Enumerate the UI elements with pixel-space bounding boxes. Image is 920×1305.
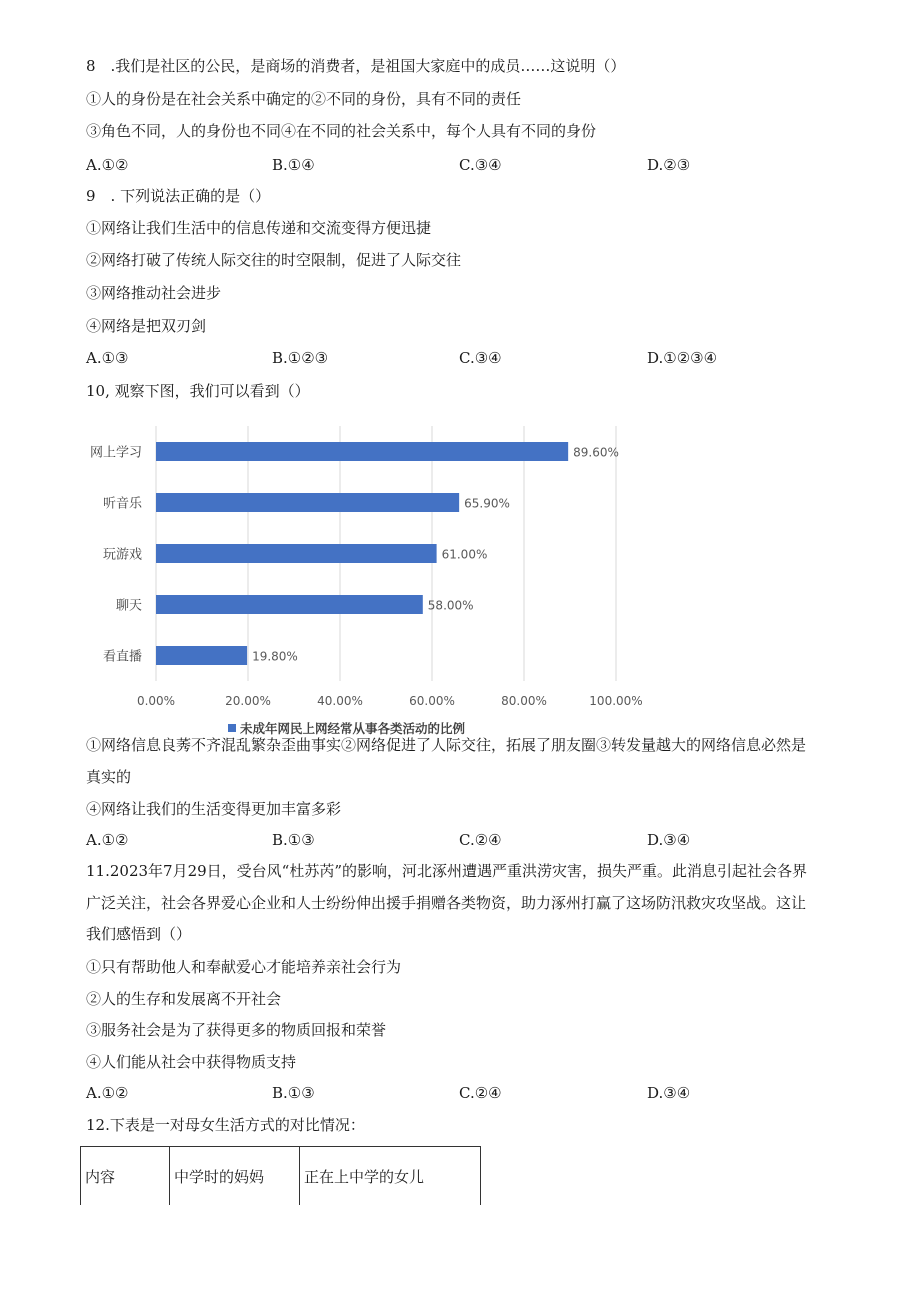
q11-stem-line-1: 11.2023年7月29日，受台风“杜苏芮”的影响，河北涿州遭遇严重洪涝灾害，损失严重。此消息引起社会各界: [86, 862, 808, 880]
bar: [156, 544, 437, 563]
x-tick-label: 80.00%: [501, 694, 547, 708]
data-label: 65.90%: [464, 496, 510, 511]
legend-swatch: [228, 724, 236, 732]
bar: [156, 442, 568, 461]
q9-stem: 9 . 下列说法正确的是（）: [86, 187, 271, 205]
q10-option-b[interactable]: B.①③: [272, 831, 315, 849]
q9-item-4: ④网络是把双刃剑: [86, 317, 207, 335]
x-tick-label: 60.00%: [409, 694, 455, 708]
q9-item-3: ③网络推动社会进步: [86, 284, 222, 302]
data-label: 19.80%: [252, 649, 298, 664]
category-label: 玩游戏: [102, 547, 142, 563]
q12-stem: 12.下表是一对母女生活方式的对比情况：: [86, 1116, 365, 1134]
q11-stem-line-2: 广泛关注，社会各界爱心企业和人士纷纷伸出援手捐赠各类物资，助力涿州打赢了这场防汛救灾攻坚战。这让: [86, 894, 807, 912]
q9-item-1: ①网络让我们生活中的信息传递和交流变得方便迅捷: [86, 219, 432, 237]
table-header-cell: 正在上中学的女儿: [300, 1147, 481, 1206]
table-header-row: [81, 1147, 481, 1206]
q9-option-c[interactable]: C.③④: [459, 349, 502, 367]
data-label: 89.60%: [573, 445, 619, 460]
q9-option-d[interactable]: D.①②③④: [647, 349, 718, 367]
x-tick-label: 20.00%: [225, 694, 271, 708]
q10-option-d[interactable]: D.③④: [647, 831, 691, 849]
q11-item-3: ③服务社会是为了获得更多的物质回报和荣誉: [86, 1021, 387, 1039]
data-label: 61.00%: [441, 547, 488, 562]
page-cut-mask: [78, 1205, 498, 1305]
q11-stem-line-3: 我们感悟到（）: [86, 925, 192, 943]
q10-item-4: ④网络让我们的生活变得更加丰富多彩: [86, 800, 342, 818]
q10-option-a[interactable]: A.①②: [86, 831, 129, 849]
q8-statement-line-2: ③角色不同，人的身份也不同④在不同的社会关系中，每个人具有不同的身份: [86, 122, 597, 140]
q8-option-c[interactable]: C.③④: [459, 156, 502, 174]
legend-label: 未成年网民上网经常从事各类活动的比例: [240, 721, 466, 736]
q8-option-b[interactable]: B.①④: [272, 156, 315, 174]
q11-item-1: ①只有帮助他人和奉献爱心才能培养亲社会行为: [86, 958, 402, 976]
category-label: 看直播: [102, 649, 142, 665]
q10-item-line-2: 真实的: [86, 768, 132, 786]
q11-item-4: ④人们能从社会中获得物质支持: [86, 1053, 297, 1071]
table-header-cell: 内容: [81, 1147, 170, 1206]
data-label: 58.00%: [427, 598, 474, 613]
activity-bar-chart: [80, 418, 660, 736]
q10-stem: 10, 观察下图，我们可以看到（）: [86, 382, 310, 400]
chart-svg: [80, 418, 660, 736]
comparison-table: [80, 1146, 481, 1206]
q11-item-2: ②人的生存和发展离不开社会: [86, 990, 282, 1008]
q8-stem: 8 .我们是社区的公民，是商场的消费者，是祖国大家庭中的成员……这说明（）: [86, 57, 626, 75]
q11-option-b[interactable]: B.①③: [272, 1084, 315, 1102]
q8-option-a[interactable]: A.①②: [86, 156, 129, 174]
q9-item-2: ②网络打破了传统人际交往的时空限制，促进了人际交往: [86, 251, 462, 269]
x-tick-label: 40.00%: [317, 694, 363, 708]
bar: [156, 493, 459, 512]
category-label: 网上学习: [89, 445, 142, 461]
q10-item-line-1: ①网络信息良莠不齐混乱繁杂歪曲事实②网络促进了人际交往，拓展了朋友圈③转发量越大的网络信息必然是: [86, 736, 807, 754]
q8-option-d[interactable]: D.②③: [647, 156, 691, 174]
bar: [156, 595, 423, 614]
x-tick-label: 0.00%: [136, 694, 176, 708]
bar: [156, 646, 247, 665]
category-label: 听音乐: [102, 496, 142, 512]
q9-option-b[interactable]: B.①②③: [272, 349, 329, 367]
q10-option-c[interactable]: C.②④: [459, 831, 502, 849]
q11-option-a[interactable]: A.①②: [86, 1084, 129, 1102]
x-tick-label: 100.00%: [589, 694, 643, 708]
table-header-cell: 中学时的妈妈: [170, 1147, 300, 1206]
category-label: 聊天: [115, 598, 142, 614]
q9-option-a[interactable]: A.①③: [86, 349, 129, 367]
q11-option-c[interactable]: C.②④: [459, 1084, 502, 1102]
q11-option-d[interactable]: D.③④: [647, 1084, 691, 1102]
q8-statement-line-1: ①人的身份是在社会关系中确定的②不同的身份，具有不同的责任: [86, 90, 522, 108]
